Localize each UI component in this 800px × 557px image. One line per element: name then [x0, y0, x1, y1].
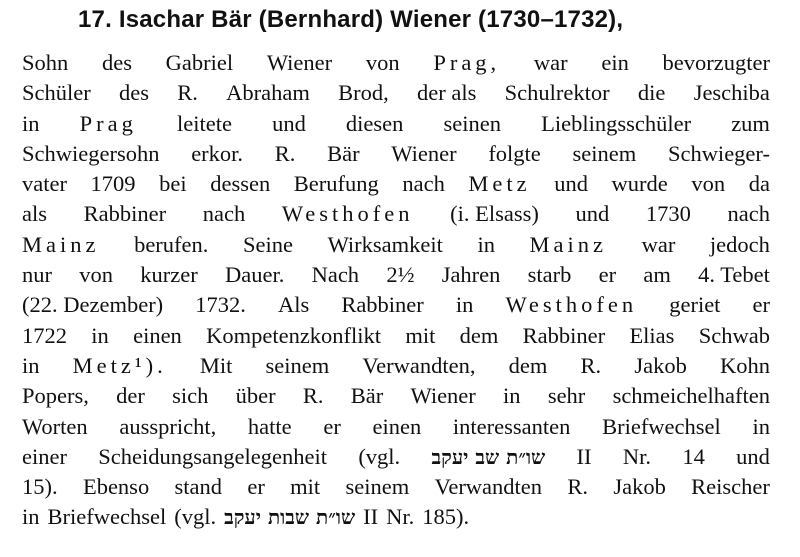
word: II: [363, 504, 379, 530]
word: über: [235, 383, 276, 409]
word: Schüler: [22, 80, 91, 106]
word: (vgl.: [358, 443, 401, 469]
word: in: [22, 352, 40, 378]
text-line: [22, 351, 770, 381]
word: nur: [22, 262, 52, 288]
word: die: [637, 80, 666, 106]
word: Wiener: [410, 383, 476, 409]
word: 185).: [422, 504, 470, 530]
hebrew-citation: שו״ת שב יעקב: [431, 444, 546, 469]
word: jedoch: [709, 231, 770, 257]
word: war: [533, 50, 568, 75]
word: Wirksamkeit: [327, 231, 443, 257]
word: Popers,: [22, 383, 89, 409]
word: in: [22, 504, 40, 530]
word: mit: [405, 322, 436, 348]
word: am: [643, 262, 671, 288]
word: Worten: [22, 413, 88, 439]
word: Mainz: [22, 231, 100, 257]
word: Briefwechsel: [47, 504, 167, 530]
word: geriet: [669, 292, 721, 318]
word: Berufung: [293, 171, 379, 197]
word: 15).: [22, 474, 58, 500]
word: er: [247, 474, 265, 500]
word: Brod,: [338, 80, 389, 106]
word: nach: [202, 201, 246, 227]
word: einen: [133, 322, 182, 348]
word: und: [272, 110, 306, 136]
word: seinen: [443, 110, 501, 136]
word: Sohn: [22, 50, 69, 75]
text-line: [22, 381, 770, 411]
word: bevorzugter: [662, 50, 770, 75]
word: interessanten: [452, 413, 571, 439]
word: einer: [22, 443, 67, 469]
word: Verwandten,: [362, 352, 476, 378]
word: und: [554, 171, 588, 197]
text-line: [22, 109, 770, 139]
word: nach: [727, 201, 770, 227]
word: als: [22, 201, 47, 227]
word: von: [365, 50, 400, 75]
word: Als: [277, 292, 310, 318]
text-line: [22, 48, 770, 78]
word: Bär: [327, 140, 360, 166]
word: Jakob: [634, 352, 687, 378]
word: 4. Tebet: [698, 262, 770, 288]
word: 1722: [22, 322, 67, 348]
word: von: [79, 262, 113, 288]
text-line: [22, 472, 770, 502]
word: mit: [290, 474, 321, 500]
text-line: [22, 412, 770, 442]
word: (vgl.: [174, 504, 217, 530]
word: Nr.: [386, 504, 415, 530]
word: des: [101, 50, 132, 75]
word: folgte: [488, 140, 541, 166]
word: sehr: [547, 383, 586, 409]
text-line: [22, 230, 770, 260]
word: in: [752, 413, 770, 439]
word: Prag: [79, 110, 137, 136]
word: er: [598, 262, 617, 288]
word: R.: [177, 80, 198, 106]
word: Wiener: [266, 50, 333, 75]
word: Prag,: [433, 50, 501, 75]
word: des: [119, 80, 149, 106]
text-line: [22, 199, 770, 229]
word: Schwiegersohn: [22, 140, 160, 166]
word: (i. Elsass): [450, 201, 539, 227]
word: Elias: [629, 322, 675, 348]
word: Rabbiner: [83, 201, 167, 227]
word: bei: [159, 171, 187, 197]
word: diesen: [345, 110, 404, 136]
word: seinem: [345, 474, 410, 500]
word: da: [748, 171, 770, 197]
text-line: [22, 78, 770, 108]
word: schmeichelhaften: [612, 383, 770, 409]
word: sich: [172, 383, 209, 409]
word: er: [752, 292, 770, 318]
word: seinem: [572, 140, 637, 166]
word: Verwandten: [434, 474, 543, 500]
word: Seine: [242, 231, 293, 257]
word: stand: [174, 474, 223, 500]
word: Jeschiba: [693, 80, 770, 106]
word: 2½: [386, 262, 415, 288]
word: berufen.: [134, 231, 209, 257]
paragraph-body: [22, 48, 770, 533]
text-line: [22, 139, 770, 169]
word: einen: [372, 413, 422, 439]
word: Jahren: [441, 262, 501, 288]
word: Scheidungsangelegenheit: [98, 443, 327, 469]
text-line: [22, 169, 770, 199]
word: R.: [567, 474, 589, 500]
word: 1709: [90, 171, 136, 197]
word: Gabriel: [165, 50, 234, 75]
word: in: [455, 292, 474, 318]
word: der: [116, 383, 145, 409]
word: dessen: [210, 171, 271, 197]
word: Rabbiner: [522, 322, 606, 348]
word: seinem: [265, 352, 330, 378]
word: ausspricht,: [119, 413, 217, 439]
word: starb: [527, 262, 572, 288]
hebrew-citation: שו״ת שבות יעקב: [224, 505, 356, 530]
word: zum: [731, 110, 770, 136]
word: R.: [580, 352, 602, 378]
word: kurzer: [140, 262, 198, 288]
word: dem: [459, 322, 499, 348]
text-line: [22, 442, 770, 472]
word: 1730: [645, 201, 691, 227]
word: Lieblingsschüler: [541, 110, 692, 136]
word: Briefwechsel: [602, 413, 721, 439]
word: Mit: [199, 352, 233, 378]
word: Kohn: [719, 352, 770, 378]
word: (22. Dezember): [22, 292, 164, 318]
word: Jakob: [613, 474, 666, 500]
word: Dauer.: [224, 262, 285, 288]
word: erkor.: [191, 140, 244, 166]
text-line: [22, 502, 770, 532]
word: Reischer: [691, 474, 770, 500]
word: Westhofen: [505, 292, 638, 318]
text-line: [22, 260, 770, 290]
word: der als: [417, 80, 477, 106]
word: war: [641, 231, 676, 257]
word: 1732.: [195, 292, 246, 318]
word: Mainz: [529, 231, 608, 257]
word: er: [323, 413, 341, 439]
word: R.: [274, 140, 296, 166]
word: hatte: [247, 413, 292, 439]
word: Westhofen: [281, 201, 414, 227]
word: und: [575, 201, 610, 227]
word: Schwab: [698, 322, 770, 348]
word: in: [477, 231, 495, 257]
text-line: [22, 290, 770, 320]
word: Metz¹).: [72, 352, 167, 378]
word: 14: [682, 443, 705, 469]
word: in: [503, 383, 521, 409]
word: Nr.: [622, 443, 651, 469]
word: Bär: [350, 383, 384, 409]
word: Ebenso: [82, 474, 150, 500]
word: in: [91, 322, 109, 348]
word: von: [691, 171, 726, 197]
word: Rabbiner: [341, 292, 424, 318]
word: und: [736, 443, 770, 469]
section-heading: 17. Isachar Bär (Bernhard) Wiener (1730–1732),: [78, 6, 624, 33]
word: Metz: [468, 171, 531, 197]
word: Wiener: [391, 140, 457, 166]
word: dem: [508, 352, 548, 378]
word: Schulrektor: [504, 80, 610, 106]
word: II: [576, 443, 592, 469]
word: R.: [302, 383, 324, 409]
word: leitete: [176, 110, 232, 136]
word: nach: [402, 171, 445, 197]
word: wurde: [611, 171, 668, 197]
text-line: [22, 321, 770, 351]
word: Schwieger-: [667, 140, 770, 166]
word: in: [22, 110, 40, 136]
word: Abraham: [226, 80, 310, 106]
word: Nach: [311, 262, 360, 288]
word: Kompetenzkonflikt: [206, 322, 382, 348]
word: vater: [22, 171, 67, 197]
word: ein: [601, 50, 629, 75]
